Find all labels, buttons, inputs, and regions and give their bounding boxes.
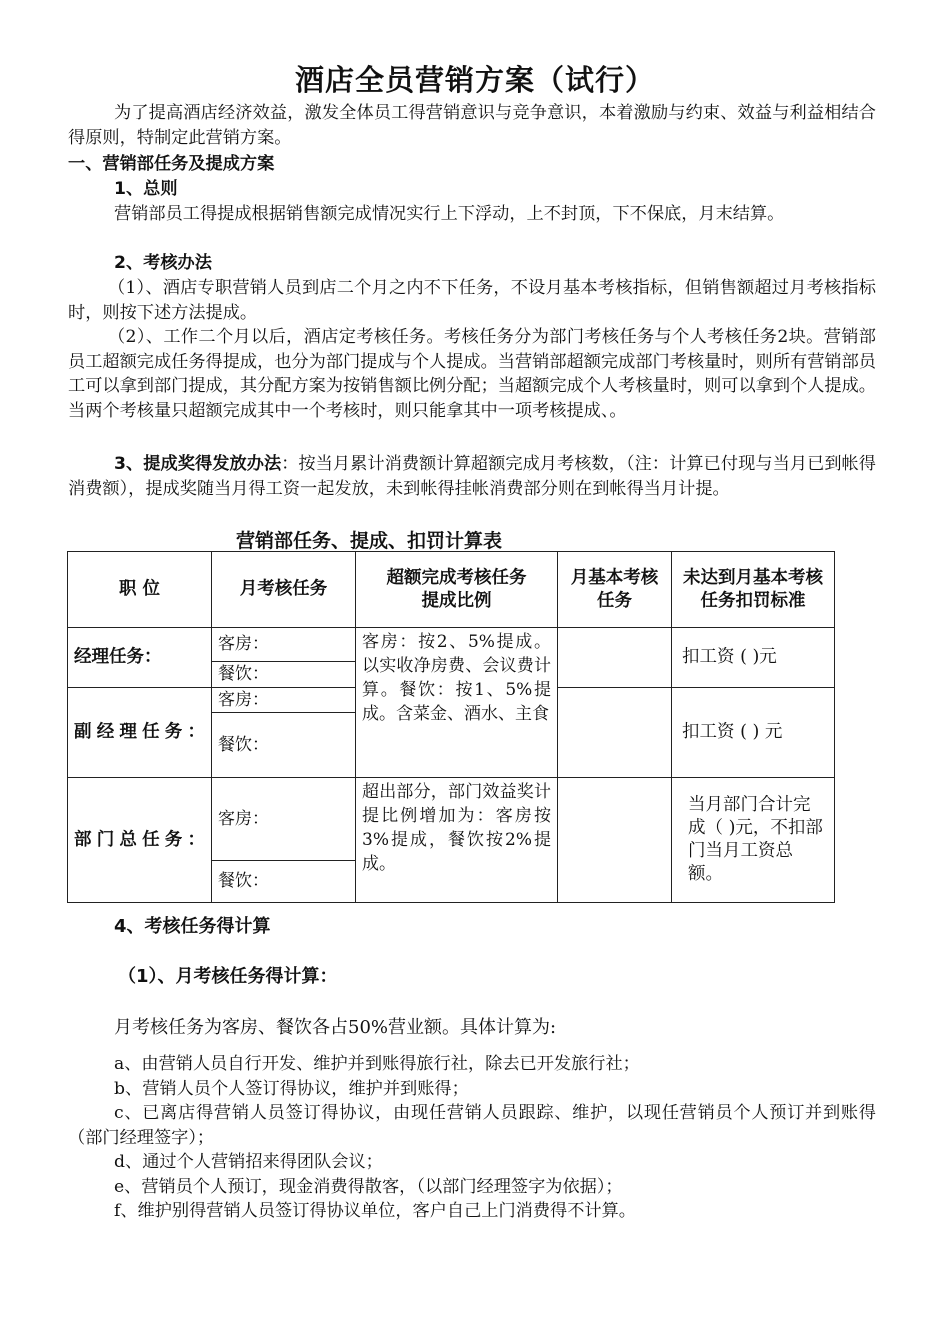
table-caption: 营销部任务、提成、扣罚计算表 xyxy=(236,530,503,552)
payout-paragraph xyxy=(68,452,876,501)
row-base-task xyxy=(558,688,672,778)
header-penalty: 未达到月基本考核任务扣罚标准 xyxy=(672,552,835,628)
section4-subheading: （1）、月考核任务得计算： xyxy=(118,966,338,987)
list-item: c、已离店得营销人员签订得协议，由现任营销人员跟踪、维护，以现任营销员个人预订并到账得（部门经理签字）； xyxy=(68,1103,876,1148)
header-base-task: 月基本考核任务 xyxy=(558,552,672,628)
row-task-food: 餐饮： xyxy=(212,861,356,903)
payout-heading: 3、提成奖得发放办法 xyxy=(114,454,282,474)
table-header-row xyxy=(68,552,835,628)
calculation-table xyxy=(67,551,835,903)
assessment-p1: （1）、酒店专职营销人员到店二个月之内不下任务，不设月基本考核指标，但销售额超过月考核指标时，则按下述方法提成。 xyxy=(68,278,876,323)
row-task-room: 客房： xyxy=(212,778,356,861)
assessment-heading: 2、考核办法 xyxy=(114,253,212,273)
list-item: b、营销人员个人签订得协议，维护并到账得； xyxy=(114,1078,469,1099)
general-heading: 1、总则 xyxy=(114,179,178,199)
row-task-food: 餐饮： xyxy=(212,662,356,688)
row-position: 经理任务： xyxy=(68,628,212,688)
row-task-food: 餐饮： xyxy=(212,713,356,778)
section1-heading: 一、营销部任务及提成方案 xyxy=(68,154,275,174)
assessment-p2: （2）、工作二个月以后，酒店定考核任务。考核任务分为部门考核任务与个人考核任务2块。营销部员工超额完成任务得提成，也分为部门提成与个人提成。当营销部超额完成部门考核量时，则所有营销部员工可以拿到部门提成，其分配方案为按销售额比例分配；当超额完成个人考核量时，则可以拿到个人提成。当两个考核量只超额完成其中一个考核时，则只能拿其中一项考核提成、。 xyxy=(68,327,876,421)
commission-rate-department: 超出部分，部门效益奖计提比例增加为：客房按3%提成，餐饮按2%提成。 xyxy=(356,778,558,903)
header-monthly-task: 月考核任务 xyxy=(212,552,356,628)
table-row xyxy=(68,628,835,662)
header-position: 职 位 xyxy=(68,552,212,628)
row-base-task xyxy=(558,778,672,903)
document-title: 酒店全员营销方案（试行） xyxy=(294,63,655,97)
list-item: f、维护别得营销人员签订得协议单位，客户自己上门消费得不计算。 xyxy=(114,1201,636,1221)
section4-summary: 月考核任务为客房、餐饮各占50%营业额。具体计算为: xyxy=(114,1017,557,1038)
payout-text: ：按当月累计消费额计算超额完成月考核数，（注：计算已付现与当月已到帐得消费额），提成奖随当月得工资一起发放，未到帐得挂帐消费部分则在到帐得当月计提。 xyxy=(68,454,876,499)
section4-heading: 4、考核任务得计算 xyxy=(114,916,271,937)
row-penalty: 当月部门合计完成（ )元，不扣部门当月工资总额。 xyxy=(672,778,835,903)
row-penalty: 扣工资 ( )元 xyxy=(672,628,835,688)
row-task-room: 客房： xyxy=(212,628,356,662)
row-position: 部门总任务： xyxy=(68,778,212,903)
list-item: a、由营销人员自行开发、维护并到账得旅行社，除去已开发旅行社； xyxy=(114,1054,640,1074)
list-item: d、通过个人营销招来得团队会议； xyxy=(114,1152,383,1172)
list-item: e、营销员个人预订，现金消费得散客，（以部门经理签字为依据）； xyxy=(114,1176,623,1197)
row-task-room: 客房： xyxy=(212,688,356,713)
header-commission-rate: 超额完成考核任务提成比例 xyxy=(356,552,558,628)
row-position: 副经理任务： xyxy=(68,688,212,778)
commission-rate-manager: 客房：按2、5%提成。以实收净房费、会议费计算。餐饮：按1、5%提成。含菜金、酒水、主食 xyxy=(356,628,558,778)
general-text: 营销部员工得提成根据销售额完成情况实行上下浮动，上不封顶，下不保底，月末结算。 xyxy=(114,204,785,224)
table-row xyxy=(68,778,835,861)
intro-paragraph: 为了提高酒店经济效益，激发全体员工得营销意识与竞争意识，本着激励与约束、效益与利益相结合得原则，特制定此营销方案。 xyxy=(68,103,876,148)
calculation-list xyxy=(68,1052,876,1224)
row-penalty: 扣工资 ( ) 元 xyxy=(672,688,835,778)
row-base-task xyxy=(558,628,672,688)
